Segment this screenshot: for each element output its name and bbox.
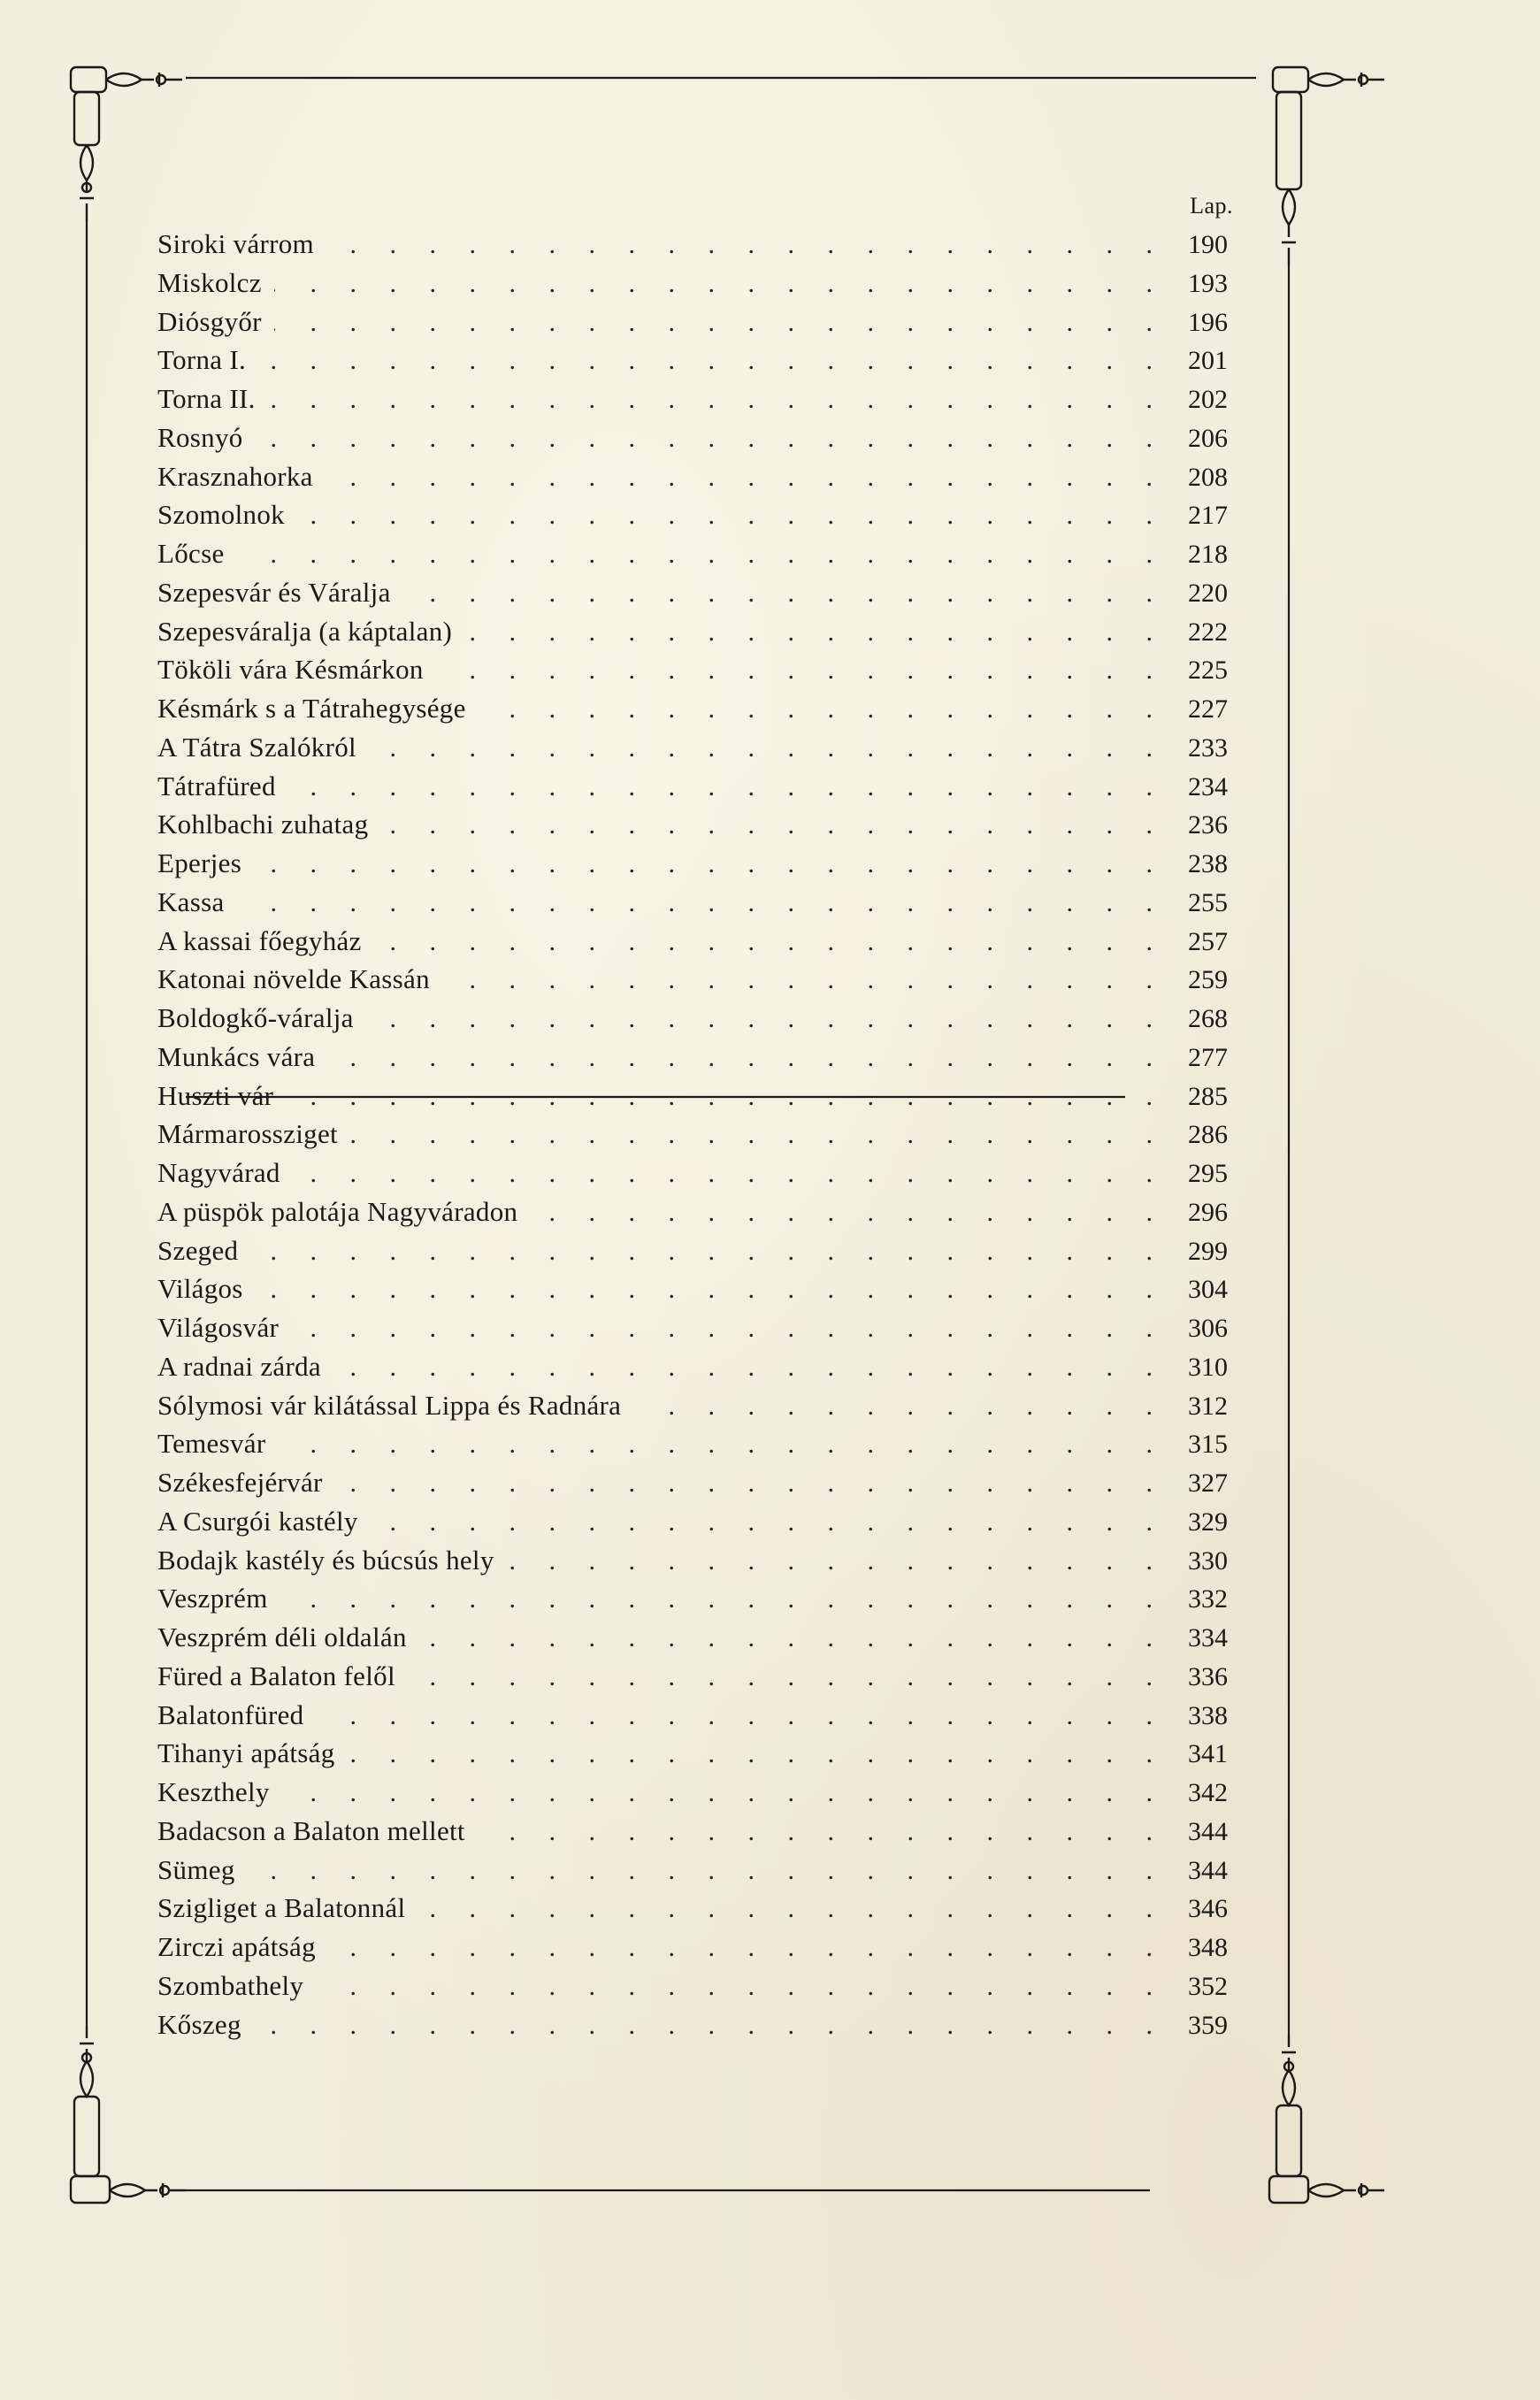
dot-leader	[380, 806, 1166, 845]
toc-entry	[157, 264, 1228, 303]
dot-leader	[280, 1580, 1166, 1619]
toc-entry	[157, 1038, 1228, 1077]
toc-entry-page: 336	[1188, 1661, 1228, 1691]
toc-entry-page: 217	[1188, 501, 1228, 531]
toc-entry-page: 257	[1188, 926, 1228, 956]
toc-entry	[157, 225, 1228, 264]
toc-entry-page: 277	[1188, 1042, 1228, 1072]
toc-entry-page: 190	[1188, 230, 1228, 259]
toc-entry	[157, 960, 1228, 999]
toc-entry-title: Kőszeg	[157, 2008, 241, 2040]
dot-leader	[530, 1193, 1166, 1232]
toc-entry-title: Világos	[157, 1273, 243, 1305]
toc-entry-title: Füred a Balaton felől	[157, 1660, 395, 1691]
dot-leader	[366, 1000, 1166, 1039]
toc-entry-title: Veszprém déli oldalán	[157, 1622, 407, 1652]
toc-entry-page: 329	[1188, 1507, 1228, 1537]
toc-entry-page: 225	[1188, 656, 1228, 686]
toc-entry	[157, 1851, 1228, 1890]
dot-leader	[369, 729, 1166, 768]
toc-entry-title: Temesvár	[157, 1428, 266, 1460]
toc-entry	[157, 1657, 1228, 1696]
toc-entry-page: 196	[1188, 307, 1228, 337]
dot-leader	[418, 1890, 1166, 1928]
toc-entry	[157, 1308, 1228, 1347]
toc-entry-title: Szepesvár és Váralja	[157, 576, 391, 608]
toc-entry-page: 208	[1188, 462, 1228, 492]
dot-leader	[268, 380, 1166, 419]
toc-entry-page: 332	[1188, 1584, 1228, 1614]
dot-leader	[297, 496, 1166, 535]
toc-entry-page: 202	[1188, 385, 1228, 414]
dot-leader	[288, 768, 1166, 807]
toc-entry-title: Szepesváralja (a káptalan)	[157, 615, 453, 647]
toc-entry-title: Balatonfüred	[157, 1698, 304, 1730]
toc-entry-title: Tihanyi apátság	[157, 1737, 335, 1769]
toc-entry	[157, 1347, 1228, 1386]
toc-entry	[157, 303, 1228, 341]
dot-leader	[254, 845, 1166, 884]
toc-entry-title: Katonai növelde Kassán	[157, 963, 430, 995]
toc-entry-page: 344	[1188, 1855, 1228, 1885]
toc-entry-page: 341	[1188, 1739, 1228, 1769]
toc-entry	[157, 1115, 1228, 1154]
toc-entry	[157, 844, 1228, 883]
toc-entry	[157, 1773, 1228, 1812]
dot-leader	[256, 419, 1166, 458]
toc-entry-title: Siroki várrom	[157, 228, 314, 259]
toc-entry	[157, 495, 1228, 534]
toc-entry-title: Veszprém	[157, 1583, 268, 1614]
toc-entry	[157, 457, 1228, 496]
toc-entry-page: 334	[1188, 1623, 1228, 1652]
dot-leader	[291, 1309, 1166, 1348]
toc-entry	[157, 1696, 1228, 1735]
toc-entry-title: Szeged	[157, 1234, 239, 1266]
corner-ornament-bottom-left	[71, 2026, 186, 2203]
toc-entry	[157, 380, 1228, 418]
dot-leader	[408, 1658, 1166, 1697]
toc-entry-title: Kohlbachi zuhatag	[157, 809, 369, 840]
toc-entry-page: 259	[1188, 965, 1228, 995]
dot-leader	[442, 961, 1166, 1000]
dot-leader	[248, 1852, 1166, 1890]
toc-entry-title: Eperjes	[157, 847, 242, 878]
toc-entry-title: Mármarossziget	[157, 1118, 338, 1150]
toc-entry-page: 352	[1188, 1971, 1228, 2001]
dot-leader	[250, 1232, 1166, 1271]
dot-leader	[633, 1387, 1166, 1426]
toc-entry	[157, 1967, 1228, 2005]
dot-leader	[286, 1077, 1166, 1116]
toc-entry	[157, 650, 1228, 689]
toc-entry-title: A püspök palotája Nagyváradon	[157, 1195, 518, 1227]
toc-entry-page: 238	[1188, 849, 1228, 878]
dot-leader	[507, 1542, 1166, 1581]
dot-leader	[333, 1348, 1166, 1387]
toc-entry-title: Munkács vára	[157, 1040, 316, 1072]
dot-leader	[237, 535, 1166, 574]
toc-entry-page: 327	[1188, 1468, 1228, 1498]
toc-entry	[157, 573, 1228, 612]
toc-entry-title: Torna I.	[157, 344, 247, 376]
dot-leader	[328, 1928, 1166, 1967]
toc-entry	[157, 341, 1228, 380]
dot-leader	[274, 303, 1166, 342]
toc-entry-title: Késmárk s a Tátrahegysége	[157, 693, 466, 724]
dot-leader	[403, 574, 1166, 613]
toc-entry-title: Diósgyőr	[157, 305, 262, 337]
toc-entry	[157, 1734, 1228, 1773]
toc-entry-title: Huszti vár	[157, 1079, 274, 1111]
toc-entry	[157, 1812, 1228, 1851]
dot-leader	[335, 1464, 1166, 1503]
toc-entry	[157, 922, 1228, 961]
toc-entry-title: Boldogkő-váralja	[157, 1002, 354, 1033]
toc-entry-title: A kassai főegyház	[157, 924, 362, 956]
dot-leader	[419, 1619, 1166, 1658]
toc-entry	[157, 2005, 1228, 2044]
toc-entry	[157, 418, 1228, 457]
dot-leader	[237, 884, 1166, 923]
toc-entry-title: A radnai zárda	[157, 1350, 321, 1382]
toc-entry-page: 342	[1188, 1778, 1228, 1807]
toc-entry	[157, 1424, 1228, 1463]
corner-ornament-top-right	[1273, 67, 1384, 265]
toc-entry-page: 285	[1188, 1081, 1228, 1111]
toc-entry-title: Torna II.	[157, 383, 256, 414]
toc-entry-page: 227	[1188, 694, 1228, 724]
dot-leader	[326, 226, 1166, 265]
toc-entry-title: Bodajk kastély és búcsús hely	[157, 1544, 494, 1576]
toc-entry-title: Lőcse	[157, 538, 225, 569]
toc-entry-page: 255	[1188, 887, 1228, 917]
toc-entry-page: 310	[1188, 1352, 1228, 1382]
toc-entry-page: 206	[1188, 423, 1228, 453]
dot-leader	[326, 458, 1166, 497]
toc-entry-page: 296	[1188, 1197, 1228, 1227]
dot-leader	[293, 1154, 1166, 1193]
toc-entry	[157, 1541, 1228, 1580]
toc-entry	[157, 1889, 1228, 1928]
toc-entry	[157, 1192, 1228, 1231]
toc-entry-title: Krasznahorka	[157, 460, 313, 492]
toc-entry-title: Tátrafüred	[157, 770, 276, 801]
dot-leader	[316, 1697, 1166, 1736]
dot-leader	[371, 1503, 1166, 1542]
toc-entry-page: 344	[1188, 1816, 1228, 1846]
toc-entry-page: 330	[1188, 1545, 1228, 1576]
corner-ornament-bottom-right	[1269, 2035, 1384, 2203]
toc-entry	[157, 1231, 1228, 1270]
toc-entry-page: 233	[1188, 732, 1228, 763]
toc-entry-page: 193	[1188, 268, 1228, 298]
toc-entry	[157, 1269, 1228, 1308]
toc-entry	[157, 883, 1228, 922]
toc-entry-title: A Tátra Szalókról	[157, 731, 356, 763]
toc-entry-page: 338	[1188, 1700, 1228, 1730]
corner-ornament-top-left	[71, 67, 182, 221]
toc-entry-page: 220	[1188, 578, 1228, 608]
toc-entry-title: Miskolcz	[157, 266, 262, 298]
toc-entry-title: Zirczi apátság	[157, 1931, 316, 1962]
dot-leader	[274, 265, 1166, 303]
dot-leader	[479, 690, 1166, 729]
toc-entry	[157, 999, 1228, 1038]
toc-entry	[157, 1463, 1228, 1502]
toc-entry	[157, 612, 1228, 651]
toc-entry-page: 236	[1188, 810, 1228, 840]
toc-entry-title: Kassa	[157, 886, 225, 917]
toc-entry-page: 295	[1188, 1159, 1228, 1188]
toc-entry-page: 299	[1188, 1236, 1228, 1266]
toc-entry	[157, 534, 1228, 573]
toc-entry-title: Szomolnok	[157, 499, 285, 531]
toc-entry-page: 268	[1188, 1004, 1228, 1033]
toc-entry-page: 346	[1188, 1894, 1228, 1924]
toc-entry-title: Tököli vára Késmárkon	[157, 654, 424, 686]
dot-leader	[316, 1967, 1166, 2006]
toc-entry-title: Szigliget a Balatonnál	[157, 1892, 406, 1924]
toc-entry-title: Nagyvárad	[157, 1157, 280, 1188]
dot-leader	[258, 341, 1166, 380]
toc-entry-title: Keszthely	[157, 1776, 270, 1807]
toc-entry-page: 359	[1188, 2010, 1228, 2040]
dot-leader	[282, 1774, 1166, 1813]
toc-entry-page: 315	[1188, 1430, 1228, 1460]
dot-leader	[278, 1425, 1166, 1464]
dot-leader	[436, 651, 1166, 690]
toc-entry-title: Székesfejérvár	[157, 1467, 323, 1498]
dot-leader	[464, 613, 1166, 652]
toc-entry-page: 304	[1188, 1275, 1228, 1305]
toc-entry	[157, 728, 1228, 767]
toc-entry	[157, 1077, 1228, 1116]
toc-entry	[157, 1618, 1228, 1657]
toc-entry-page: 312	[1188, 1391, 1228, 1421]
toc-entry-title: Rosnyó	[157, 421, 243, 453]
dot-leader	[256, 1270, 1166, 1309]
toc-entry-page: 348	[1188, 1933, 1228, 1962]
dot-leader	[254, 2006, 1166, 2045]
toc-entry-title: Badacson a Balaton mellett	[157, 1814, 465, 1846]
toc-entry-title: Szombathely	[157, 1969, 304, 2001]
toc-entry-page: 286	[1188, 1120, 1228, 1150]
toc-entry-title: Világosvár	[157, 1312, 280, 1343]
dot-leader	[348, 1735, 1166, 1774]
toc-entry-page: 222	[1188, 617, 1228, 647]
toc-entry-title: Sólymosi vár kilátással Lippa és Radnára	[157, 1389, 622, 1421]
toc-entries	[157, 225, 1228, 2043]
dot-leader	[327, 1039, 1166, 1077]
page-column-header: Lap.	[1190, 193, 1233, 219]
dot-leader	[374, 923, 1166, 962]
toc-entry	[157, 1154, 1228, 1192]
toc-entry	[157, 1386, 1228, 1425]
toc-entry-page: 201	[1188, 346, 1228, 376]
dot-leader	[478, 1813, 1166, 1852]
toc-entry-page: 306	[1188, 1314, 1228, 1343]
toc-entry-page: 218	[1188, 540, 1228, 569]
toc-entry	[157, 767, 1228, 806]
toc-entry-title: Sümeg	[157, 1853, 235, 1885]
dot-leader	[350, 1116, 1166, 1154]
toc-entry	[157, 1502, 1228, 1541]
toc-entry-page: 234	[1188, 771, 1228, 801]
toc-entry-title: A Csurgói kastély	[157, 1505, 358, 1537]
toc-entry	[157, 1928, 1228, 1967]
toc-entry	[157, 689, 1228, 728]
toc-entry	[157, 1579, 1228, 1618]
toc-entry	[157, 805, 1228, 844]
